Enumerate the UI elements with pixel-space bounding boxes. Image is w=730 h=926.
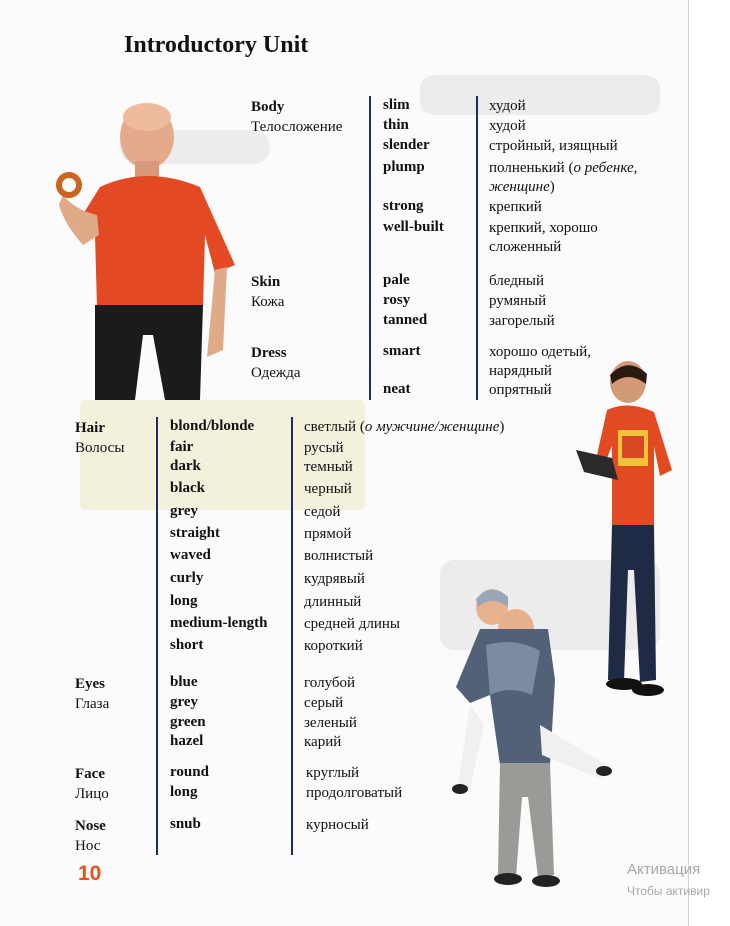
ru-italic-note: о мужчине/женщине — [364, 419, 500, 435]
word-en: slim — [383, 97, 410, 113]
word-en: plump — [383, 159, 425, 175]
word-en: rosy — [383, 292, 411, 308]
word-ru — [304, 418, 504, 437]
category-ru: Кожа — [251, 294, 285, 310]
word-en: thin — [383, 117, 409, 133]
word-en: tanned — [383, 312, 428, 328]
category-face — [75, 764, 109, 804]
activation-watermark-subtitle: Чтобы активир — [627, 884, 710, 898]
word-en: fair — [170, 439, 194, 455]
word-ru: средней длины — [304, 616, 400, 632]
category-en: Dress — [251, 345, 287, 361]
word-en: long — [170, 784, 198, 800]
column-divider — [369, 96, 371, 400]
word-ru: карий — [304, 734, 342, 750]
word-en: grey — [170, 503, 199, 519]
ru-text-end: ) — [499, 419, 505, 435]
category-en: Hair — [75, 420, 105, 436]
word-ru: бледный — [489, 273, 544, 289]
word-en: waved — [170, 547, 211, 563]
word-en: curly — [170, 570, 204, 586]
category-ru: Одежда — [251, 365, 301, 381]
word-ru: опрятный — [489, 382, 552, 398]
word-ru: круглый — [306, 765, 360, 781]
category-en: Eyes — [75, 676, 105, 692]
category-en: Body — [251, 99, 285, 115]
word-en: strong — [383, 198, 424, 214]
word-ru — [489, 159, 674, 197]
column-divider — [156, 417, 158, 855]
category-ru: Лицо — [75, 786, 109, 802]
ru-italic-note: о ребенке, женщине — [489, 160, 638, 195]
word-ru: седой — [304, 504, 341, 520]
category-hair — [75, 418, 124, 458]
word-ru: зеленый — [304, 715, 357, 731]
page-title: Introductory Unit — [124, 32, 309, 58]
word-ru: черный — [304, 481, 352, 497]
word-ru: голубой — [304, 675, 356, 691]
word-en: round — [170, 764, 209, 780]
word-ru: продолговатый — [306, 785, 403, 801]
word-ru: стройный, изящный — [489, 138, 618, 154]
word-en: blue — [170, 674, 198, 690]
category-en: Nose — [75, 818, 106, 834]
category-dress — [251, 343, 301, 383]
word-ru: серый — [304, 695, 344, 711]
word-ru: хорошо одетый, нарядный — [489, 344, 591, 379]
word-en: straight — [170, 525, 220, 541]
category-body — [251, 97, 342, 137]
word-ru: длинный — [304, 594, 362, 610]
word-ru: худой — [489, 98, 526, 114]
column-divider — [476, 96, 478, 400]
word-ru: волнистый — [304, 548, 374, 564]
category-en: Skin — [251, 274, 281, 290]
word-ru: прямой — [304, 526, 352, 542]
word-ru: кудрявый — [304, 571, 365, 587]
word-ru: крепкий — [489, 199, 542, 215]
word-en: smart — [383, 343, 421, 359]
ru-text: светлый ( — [304, 419, 365, 435]
word-en: grey — [170, 694, 199, 710]
word-en: snub — [170, 816, 201, 832]
category-nose — [75, 816, 106, 856]
word-en: well-built — [383, 219, 444, 235]
word-ru: худой — [489, 118, 526, 134]
column-divider — [291, 417, 293, 855]
category-skin — [251, 272, 284, 312]
ru-text-end: ) — [549, 179, 555, 195]
activation-watermark-title: Активация — [627, 861, 701, 878]
photo-man-with-donut — [55, 95, 235, 400]
page-number: 10 — [78, 862, 102, 885]
category-ru: Телосложение — [251, 119, 343, 135]
word-en: green — [170, 714, 206, 730]
word-ru: румяный — [489, 293, 547, 309]
word-ru: курносый — [306, 817, 369, 833]
category-ru: Нос — [75, 838, 101, 854]
category-ru: Глаза — [75, 696, 110, 712]
word-en: dark — [170, 458, 201, 474]
word-ru: темный — [304, 459, 353, 475]
background-ghost-shape — [420, 75, 660, 115]
category-en: Face — [75, 766, 105, 782]
photo-elderly-couple — [450, 585, 620, 890]
category-ru: Волосы — [75, 440, 125, 456]
word-ru: загорелый — [489, 313, 555, 329]
word-ru: русый — [304, 440, 344, 456]
word-en: hazel — [170, 733, 204, 749]
word-en: neat — [383, 381, 411, 397]
word-ru: короткий — [304, 638, 363, 654]
word-en: long — [170, 593, 198, 609]
word-en: pale — [383, 272, 410, 288]
word-ru: крепкий, хорошо сложенный — [489, 220, 598, 255]
word-en: black — [170, 480, 206, 496]
word-en: medium-length — [170, 615, 268, 631]
category-eyes — [75, 674, 109, 714]
ru-text: полненький ( — [489, 160, 574, 176]
word-en: slender — [383, 137, 430, 153]
word-en: blond/blonde — [170, 418, 255, 434]
word-en: short — [170, 637, 204, 653]
